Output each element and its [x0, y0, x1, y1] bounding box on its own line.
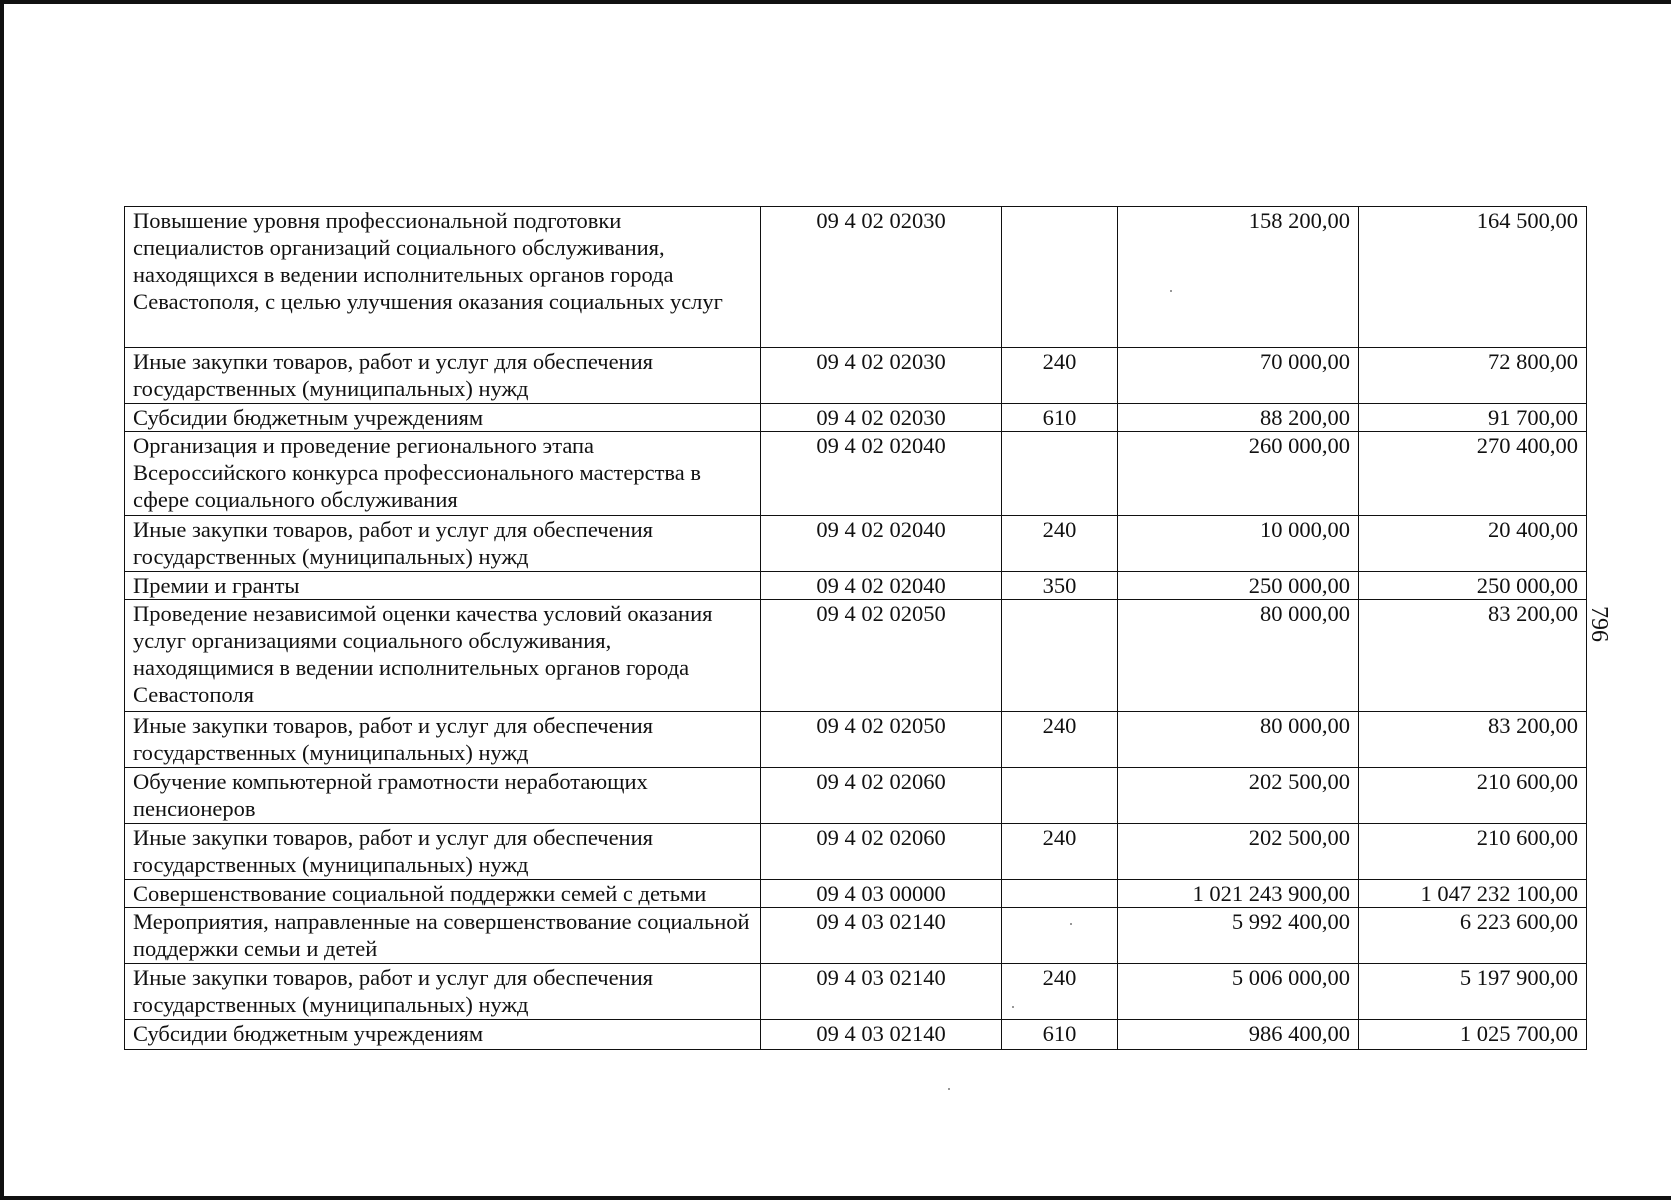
- amount-year2-cell: 164 500,00: [1359, 207, 1587, 348]
- amount-year2-cell: 270 400,00: [1359, 432, 1587, 516]
- expense-type-cell: 610: [1002, 404, 1118, 432]
- amount-year1-cell: 5 006 000,00: [1118, 964, 1359, 1020]
- row-name-cell: Повышение уровня профессиональной подготовки специалистов организаций социального обслуживания, находящихся в ведении исполнительных органов города Севастополя, с целью улучшения оказания социальных услуг: [125, 207, 761, 348]
- amount-year1-cell: 250 000,00: [1118, 572, 1359, 600]
- row-name-cell: Иные закупки товаров, работ и услуг для обеспечения государственных (муниципальных) нужд: [125, 824, 761, 880]
- table-row: [125, 404, 1587, 432]
- row-name-cell: Иные закупки товаров, работ и услуг для обеспечения государственных (муниципальных) нужд: [125, 712, 761, 768]
- target-code-cell: 09 4 02 02050: [761, 712, 1002, 768]
- amount-year2-cell: 83 200,00: [1359, 600, 1587, 712]
- expense-type-cell: [1002, 908, 1118, 964]
- amount-year2-cell: 5 197 900,00: [1359, 964, 1587, 1020]
- expense-type-cell: 350: [1002, 572, 1118, 600]
- amount-year2-cell: 1 025 700,00: [1359, 1020, 1587, 1050]
- scan-border-top: [0, 0, 1671, 4]
- target-code-cell: 09 4 02 02030: [761, 404, 1002, 432]
- target-code-cell: 09 4 03 02140: [761, 908, 1002, 964]
- table-row: [125, 824, 1587, 880]
- table-row: [125, 516, 1587, 572]
- page-number: 796: [1586, 606, 1612, 642]
- amount-year2-cell: 250 000,00: [1359, 572, 1587, 600]
- row-name-cell: Мероприятия, направленные на совершенствование социальной поддержки семьи и детей: [125, 908, 761, 964]
- expense-type-cell: [1002, 432, 1118, 516]
- scan-border-left: [0, 0, 4, 1200]
- amount-year1-cell: 986 400,00: [1118, 1020, 1359, 1050]
- amount-year1-cell: 80 000,00: [1118, 712, 1359, 768]
- target-code-cell: 09 4 02 02040: [761, 516, 1002, 572]
- expense-type-cell: [1002, 880, 1118, 908]
- scan-border-bottom: [0, 1196, 1671, 1200]
- table-row: [125, 348, 1587, 404]
- target-code-cell: 09 4 02 02030: [761, 207, 1002, 348]
- row-name-cell: Проведение независимой оценки качества условий оказания услуг организациями социального обслуживания, находящимися в ведении исполнительных органов города Севастополя: [125, 600, 761, 712]
- expense-type-cell: 240: [1002, 712, 1118, 768]
- expense-type-cell: 240: [1002, 348, 1118, 404]
- table-row: [125, 572, 1587, 600]
- amount-year1-cell: 5 992 400,00: [1118, 908, 1359, 964]
- amount-year1-cell: 202 500,00: [1118, 824, 1359, 880]
- table-row: [125, 880, 1587, 908]
- amount-year1-cell: 1 021 243 900,00: [1118, 880, 1359, 908]
- scan-speck: [1012, 1006, 1014, 1008]
- expense-type-cell: [1002, 207, 1118, 348]
- amount-year2-cell: 20 400,00: [1359, 516, 1587, 572]
- amount-year1-cell: 202 500,00: [1118, 768, 1359, 824]
- amount-year2-cell: 83 200,00: [1359, 712, 1587, 768]
- table-row: [125, 908, 1587, 964]
- amount-year1-cell: 80 000,00: [1118, 600, 1359, 712]
- budget-table: [124, 206, 1587, 1050]
- target-code-cell: 09 4 03 02140: [761, 964, 1002, 1020]
- table-row: [125, 712, 1587, 768]
- target-code-cell: 09 4 02 02050: [761, 600, 1002, 712]
- amount-year2-cell: 1 047 232 100,00: [1359, 880, 1587, 908]
- row-name-cell: Организация и проведение регионального этапа Всероссийского конкурса профессионального мастерства в сфере социального обслуживания: [125, 432, 761, 516]
- amount-year2-cell: 210 600,00: [1359, 824, 1587, 880]
- row-name-cell: Обучение компьютерной грамотности неработающих пенсионеров: [125, 768, 761, 824]
- amount-year1-cell: 10 000,00: [1118, 516, 1359, 572]
- amount-year2-cell: 72 800,00: [1359, 348, 1587, 404]
- table-row: [125, 600, 1587, 712]
- target-code-cell: 09 4 02 02060: [761, 824, 1002, 880]
- target-code-cell: 09 4 02 02030: [761, 348, 1002, 404]
- row-name-cell: Субсидии бюджетным учреждениям: [125, 404, 761, 432]
- amount-year2-cell: 6 223 600,00: [1359, 908, 1587, 964]
- row-name-cell: Иные закупки товаров, работ и услуг для обеспечения государственных (муниципальных) нужд: [125, 516, 761, 572]
- expense-type-cell: 610: [1002, 1020, 1118, 1050]
- table-row: [125, 964, 1587, 1020]
- expense-type-cell: [1002, 768, 1118, 824]
- amount-year2-cell: 210 600,00: [1359, 768, 1587, 824]
- table-row: [125, 1020, 1587, 1050]
- scan-speck: [1170, 290, 1172, 292]
- amount-year1-cell: 158 200,00: [1118, 207, 1359, 348]
- amount-year1-cell: 260 000,00: [1118, 432, 1359, 516]
- expense-type-cell: 240: [1002, 824, 1118, 880]
- table-row: [125, 432, 1587, 516]
- target-code-cell: 09 4 02 02060: [761, 768, 1002, 824]
- row-name-cell: Премии и гранты: [125, 572, 761, 600]
- amount-year1-cell: 88 200,00: [1118, 404, 1359, 432]
- expense-type-cell: 240: [1002, 516, 1118, 572]
- row-name-cell: Субсидии бюджетным учреждениям: [125, 1020, 761, 1050]
- table-row: [125, 207, 1587, 348]
- row-name-cell: Иные закупки товаров, работ и услуг для обеспечения государственных (муниципальных) нужд: [125, 964, 761, 1020]
- scan-speck: [1070, 923, 1072, 925]
- target-code-cell: 09 4 02 02040: [761, 572, 1002, 600]
- amount-year2-cell: 91 700,00: [1359, 404, 1587, 432]
- scan-speck: [948, 1088, 950, 1090]
- target-code-cell: 09 4 03 00000: [761, 880, 1002, 908]
- row-name-cell: Совершенствование социальной поддержки семей с детьми: [125, 880, 761, 908]
- expense-type-cell: 240: [1002, 964, 1118, 1020]
- target-code-cell: 09 4 03 02140: [761, 1020, 1002, 1050]
- row-name-cell: Иные закупки товаров, работ и услуг для обеспечения государственных (муниципальных) нужд: [125, 348, 761, 404]
- target-code-cell: 09 4 02 02040: [761, 432, 1002, 516]
- table-row: [125, 768, 1587, 824]
- amount-year1-cell: 70 000,00: [1118, 348, 1359, 404]
- expense-type-cell: [1002, 600, 1118, 712]
